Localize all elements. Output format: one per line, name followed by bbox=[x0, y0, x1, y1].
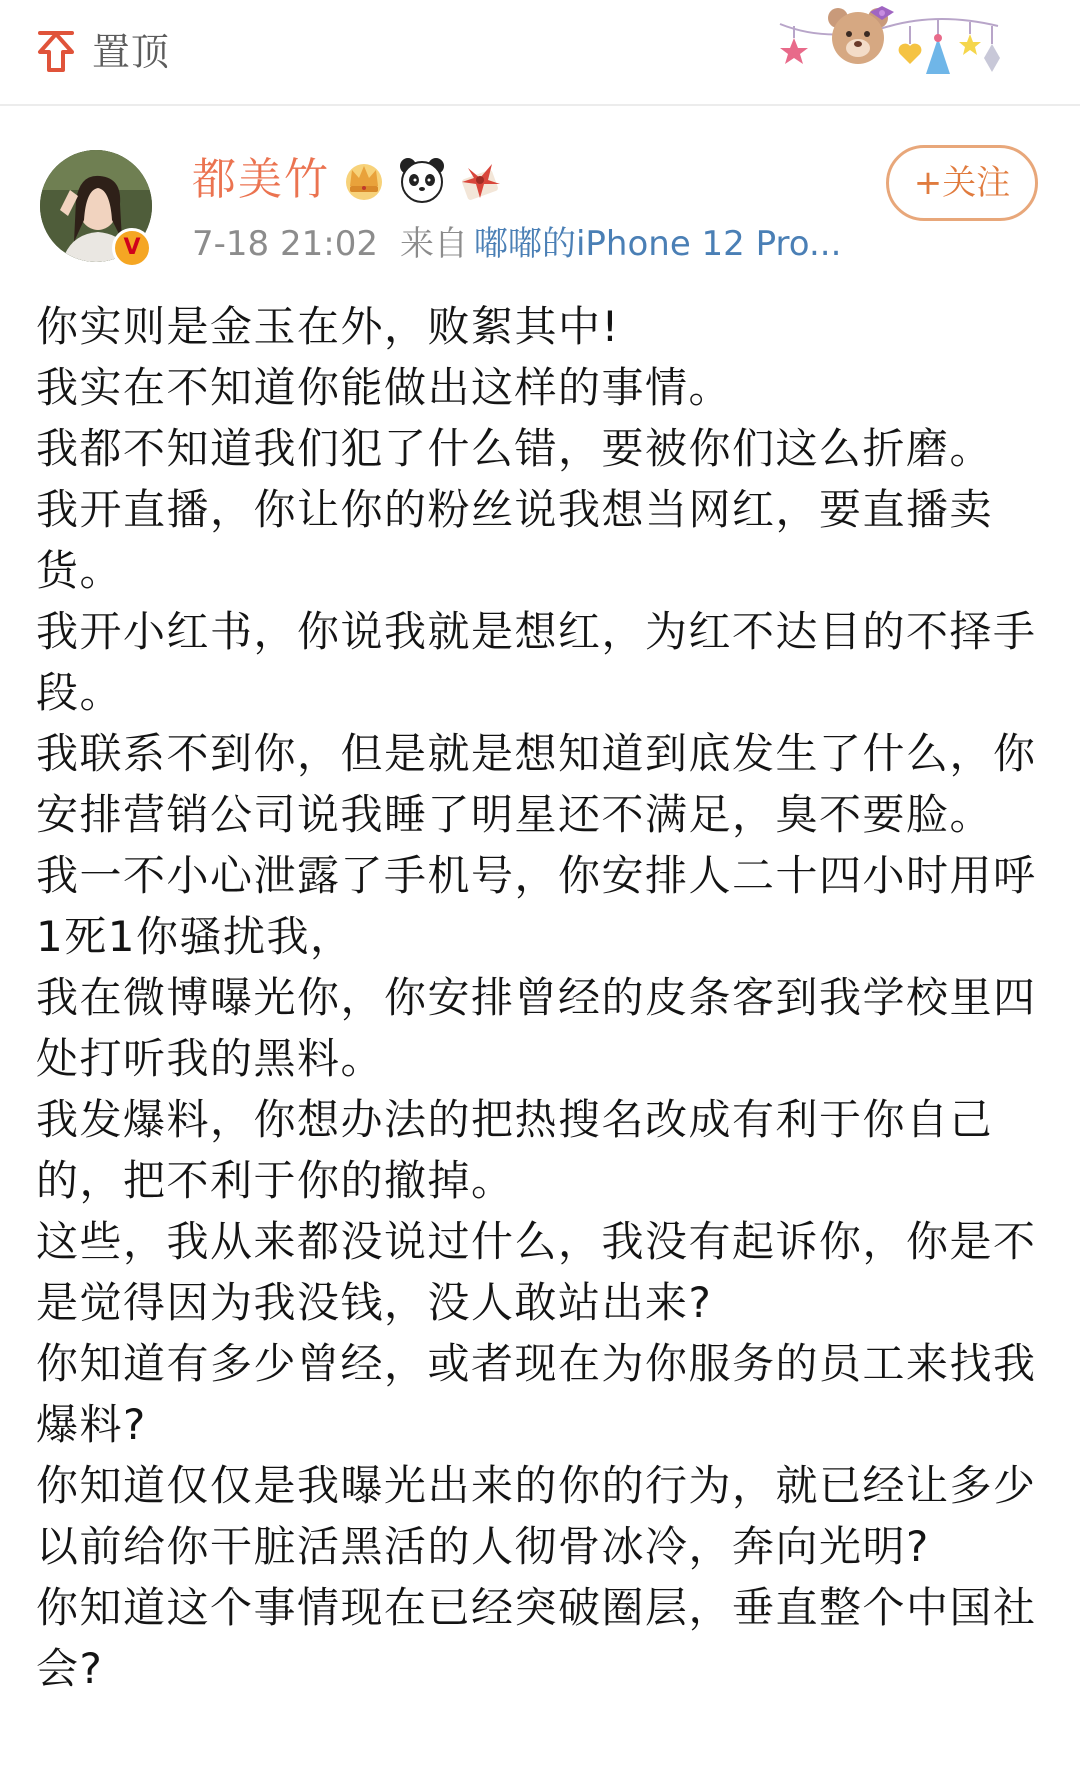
author-name[interactable]: 都美竹 bbox=[192, 154, 330, 205]
source-prefix: 来自 bbox=[399, 224, 468, 264]
post-body bbox=[36, 296, 1046, 1699]
post-paragraph: 我实在不知道你能做出这样的事情。 bbox=[36, 363, 733, 412]
crown-icon bbox=[338, 154, 390, 206]
post-paragraph: 你知道这个事情现在已经突破圈层，垂直整个中国社会? bbox=[36, 1583, 1037, 1693]
post-paragraph: 我一不小心泄露了手机号，你安排人二十四小时用呼1死1你骚扰我， bbox=[36, 851, 1037, 961]
post-paragraph: 你知道仅仅是我曝光出来的你的行为，就已经让多少以前给你干脏活黑活的人彻骨冰冷，奔向光明? bbox=[36, 1461, 1037, 1571]
post-paragraph: 我开直播，你让你的粉丝说我想当网红，要直播卖货。 bbox=[36, 485, 994, 595]
author-badges bbox=[338, 150, 512, 210]
post-paragraph: 你知道有多少曾经，或者现在为你服务的员工来找我爆料? bbox=[36, 1339, 1037, 1449]
post-paragraph: 这些，我从来都没说过什么，我没有起诉你，你是不是觉得因为我没钱，没人敢站出来? bbox=[36, 1217, 1037, 1327]
post-paragraph: 我都不知道我们犯了什么错，要被你们这么折磨。 bbox=[36, 424, 994, 473]
post-paragraph: 我开小红书，你说我就是想红，为红不达目的不择手段。 bbox=[36, 607, 1037, 717]
pinned-bar bbox=[0, 0, 1080, 106]
gift-ribbon-icon bbox=[454, 154, 506, 206]
post-paragraph: 我在微博曝光你，你安排曾经的皮条客到我学校里四处打听我的黑料。 bbox=[36, 973, 1037, 1083]
post-paragraph: 我发爆料，你想办法的把热搜名改成有利于你自己的，把不利于你的撤掉。 bbox=[36, 1095, 994, 1205]
source-device-link[interactable]: 嘟嘟的iPhone 12 Pro... bbox=[473, 224, 842, 264]
verified-badge-icon: V bbox=[112, 228, 152, 268]
follow-button[interactable]: +关注 bbox=[886, 145, 1038, 221]
post-meta bbox=[192, 222, 841, 266]
pinned-label: 置顶 bbox=[92, 30, 171, 74]
pin-top-icon bbox=[36, 30, 76, 74]
post-paragraph: 你实则是金玉在外，败絮其中! bbox=[36, 302, 620, 351]
bear-garland-decoration-icon bbox=[770, 4, 1010, 96]
section-divider bbox=[0, 104, 1080, 106]
post-timestamp: 7-18 21:02 bbox=[192, 224, 378, 264]
post-paragraph: 我联系不到你，但是就是想知道到底发生了什么，你安排营销公司说我睡了明星还不满足，臭不要脸。 bbox=[36, 729, 1037, 839]
panda-icon bbox=[396, 154, 448, 206]
